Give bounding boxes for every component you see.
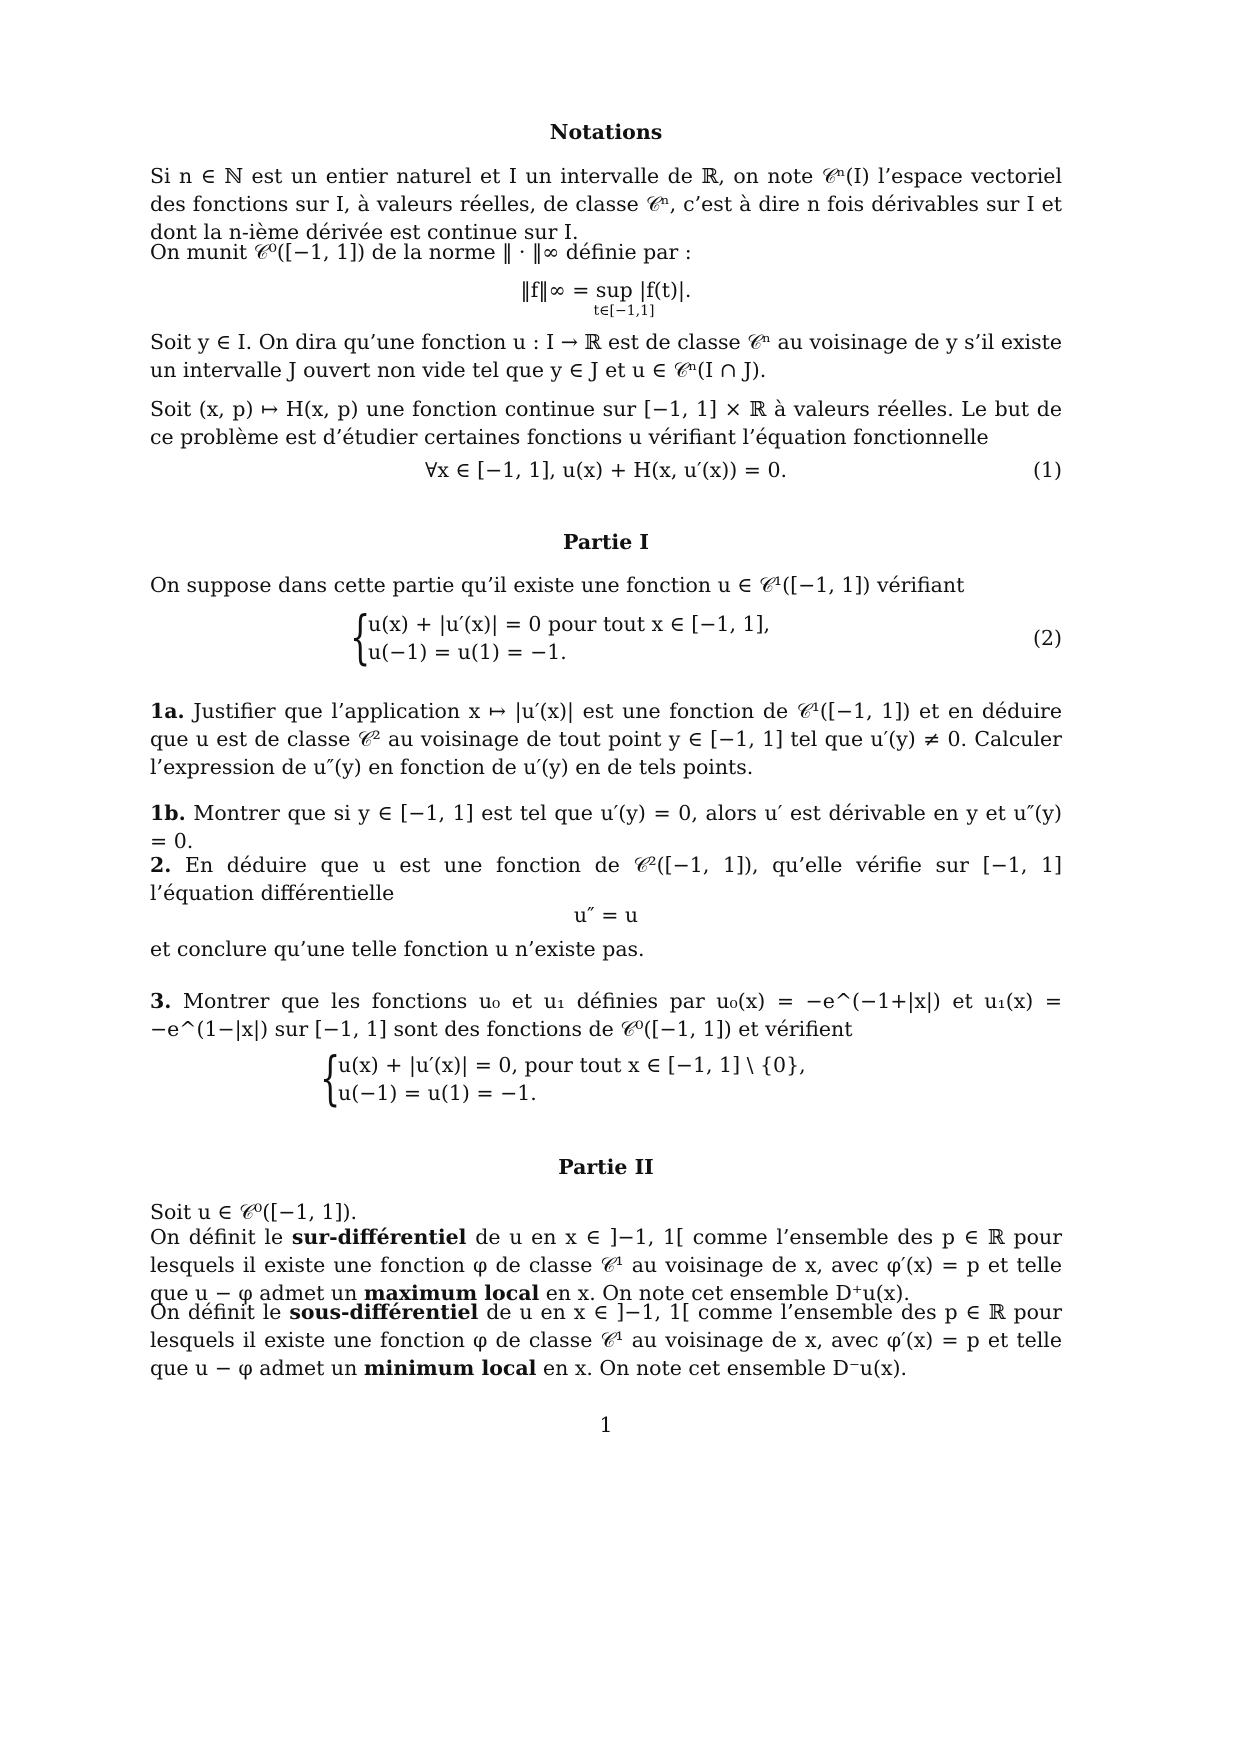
maximum-local-term: maximum local [363, 1281, 540, 1305]
question-2-equation: u″ = u [573, 903, 639, 927]
system-3-line-1: u(x) + |u′(x)| = 0, pour tout x ∈ [−1, 1] \ {0}, [338, 1053, 806, 1077]
notations-title: Notations [549, 120, 663, 144]
system-2-line-1: u(x) + |u′(x)| = 0 pour tout x ∈ [−1, 1], [368, 612, 771, 636]
partie-2-title: Partie II [558, 1155, 654, 1179]
equation-1-number: (1) [1032, 458, 1062, 482]
question-1a [150, 697, 1062, 781]
sur-differentiel-term: sur-différentiel [291, 1225, 467, 1249]
question-2-conclusion: et conclure qu’une telle fonction u n’existe pas. [150, 937, 645, 961]
system-2 [150, 603, 1062, 671]
text-run: On définit le [150, 1225, 292, 1249]
system-3-line-2: u(−1) = u(1) = −1. [338, 1081, 537, 1105]
page [150, 0, 1062, 1754]
partie-1-intro: On suppose dans cette partie qu’il existe une fonction u ∈ 𝒞¹([−1, 1]) vérifiant [150, 573, 965, 597]
norm-equation [150, 276, 1062, 318]
text-run: de u en x ∈ ]−1, 1[ comme l’ensemble des p ∈ ℝ pour lesquels il existe une fonction φ de classe 𝒞¹ au voisinage de x, avec φ′(x) = p et telle que u − φ admet un [150, 1300, 1062, 1380]
left-brace: { [320, 1044, 341, 1112]
question-2 [150, 851, 1062, 907]
text-run: en x. On note cet ensemble D⁺u(x). [539, 1281, 910, 1305]
equation-1 [150, 456, 1062, 484]
notations-paragraph-3: Soit y ∈ I. On dira qu’une fonction u : I → ℝ est de classe 𝒞ⁿ au voisinage de y s’il existe un intervalle J ouvert non vide tel que y ∈ J et u ∈ 𝒞ⁿ(I ∩ J). [150, 330, 1062, 382]
question-1a-text: Justifier que l’application x ↦ |u′(x)| est une fonction de 𝒞¹([−1, 1]) et en déduire que u est de classe 𝒞² au voisinage de tout point y ∈ [−1, 1] tel que u′(y) ≠ 0. Calculer l’expression de u″(y) en fonction de u′(y) en de tels points. [150, 699, 1062, 779]
equation-2-number: (2) [1032, 626, 1062, 650]
question-1b-label: 1b. [150, 801, 186, 825]
text-run: de u en x ∈ ]−1, 1[ comme l’ensemble des p ∈ ℝ pour lesquels il existe une fonction φ de classe 𝒞¹ au voisinage de x, avec φ′(x) = p et telle que u − φ admet un [150, 1225, 1062, 1305]
system-2-cases [350, 603, 771, 671]
notations-paragraph-1: Si n ∈ ℕ est un entier naturel et I un intervalle de ℝ, on note 𝒞ⁿ(I) l’espace vectoriel des fonctions sur I, à valeurs réelles, de classe 𝒞ⁿ, c’est à dire n fois dérivables sur I et dont la n-ième dérivée est continue sur I. [150, 164, 1062, 244]
partie-2-paragraph-1: Soit u ∈ 𝒞⁰([−1, 1]). [150, 1200, 358, 1224]
partie-1-title: Partie I [563, 530, 649, 554]
system-3 [150, 1044, 1062, 1112]
question-1b-text: Montrer que si y ∈ [−1, 1] est tel que u′(y) = 0, alors u′ est dérivable en y et u″(y) = 0. [150, 801, 1062, 853]
partie-2-paragraph-3 [150, 1298, 1062, 1382]
minimum-local-term: minimum local [363, 1356, 537, 1380]
question-2-label: 2. [150, 853, 172, 877]
question-3-label: 3. [150, 989, 172, 1013]
norm-equation-text: ‖f‖∞ = sup |f(t)|. [520, 278, 692, 302]
question-1b [150, 799, 1062, 855]
system-2-line-2: u(−1) = u(1) = −1. [368, 640, 567, 664]
notations-paragraph-4: Soit (x, p) ↦ H(x, p) une fonction continue sur [−1, 1] × ℝ à valeurs réelles. Le but de ce problème est d’étudier certaines fonctions u vérifiant l’équation fonctionnelle [150, 397, 1062, 449]
notations-paragraph-2: On munit 𝒞⁰([−1, 1]) de la norme ‖ · ‖∞ définie par : [150, 240, 692, 264]
norm-subscript: t∈[−1,1] [593, 303, 655, 319]
system-3-cases [320, 1044, 806, 1112]
question-2-text: En déduire que u est une fonction de 𝒞²([−1, 1]), qu’elle vérifie sur [−1, 1] l’équation différentielle [150, 853, 1062, 905]
question-3-text: Montrer que les fonctions u₀ et u₁ définies par u₀(x) = −e^(−1+|x|) et u₁(x) = −e^(1−|x|) sur [−1, 1] sont des fonctions de 𝒞⁰([−1, 1]) et vérifient [150, 989, 1062, 1041]
question-3 [150, 987, 1062, 1043]
page-number: 1 [599, 1413, 613, 1437]
question-1a-label: 1a. [150, 699, 185, 723]
text-run: en x. On note cet ensemble D⁻u(x). [536, 1356, 908, 1380]
left-brace: { [350, 603, 371, 671]
partie-2-paragraph-2 [150, 1223, 1062, 1307]
sous-differentiel-term: sous-différentiel [289, 1300, 479, 1324]
equation-1-body: ∀x ∈ [−1, 1], u(x) + H(x, u′(x)) = 0. [424, 458, 788, 482]
text-run: On définit le [150, 1300, 290, 1324]
